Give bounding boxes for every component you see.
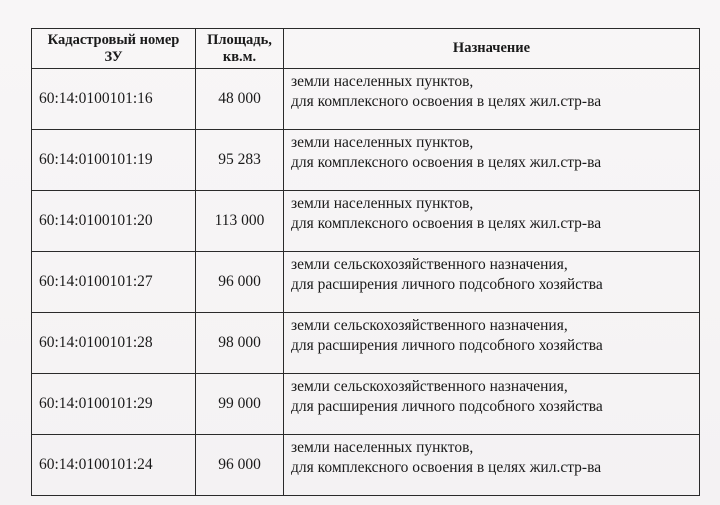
cadastral-number-cell: 60:14:0100101:29 bbox=[32, 374, 196, 435]
area-cell: 48 000 bbox=[196, 69, 284, 130]
purpose-cell bbox=[284, 191, 700, 252]
purpose-cell bbox=[284, 313, 700, 374]
purpose-use: для комплексного освоения в целях жил.стр-ва bbox=[291, 215, 602, 232]
table-row bbox=[32, 69, 700, 130]
area-cell: 95 283 bbox=[196, 130, 284, 191]
table-row bbox=[32, 252, 700, 313]
purpose-cell bbox=[284, 69, 700, 130]
header-cadastral-number bbox=[32, 29, 196, 69]
purpose-category: земли населенных пунктов, bbox=[291, 195, 474, 212]
area-cell: 98 000 bbox=[196, 313, 284, 374]
area-cell: 96 000 bbox=[196, 252, 284, 313]
header-area bbox=[196, 29, 284, 69]
cadastral-number-cell: 60:14:0100101:16 bbox=[32, 69, 196, 130]
purpose-category: земли населенных пунктов, bbox=[291, 73, 474, 90]
cadastral-number-cell: 60:14:0100101:20 bbox=[32, 191, 196, 252]
header-cadastral-line2: ЗУ bbox=[104, 48, 123, 65]
header-purpose: Назначение bbox=[284, 29, 700, 69]
purpose-category: земли населенных пунктов, bbox=[291, 134, 474, 151]
purpose-category: земли населенных пунктов, bbox=[291, 439, 474, 456]
purpose-use: для комплексного освоения в целях жил.стр-ва bbox=[291, 93, 602, 110]
area-cell: 96 000 bbox=[196, 435, 284, 496]
header-cadastral-line1: Кадастровый номер bbox=[47, 31, 180, 48]
table-row bbox=[32, 130, 700, 191]
area-cell: 99 000 bbox=[196, 374, 284, 435]
purpose-use: для комплексного освоения в целях жил.стр-ва bbox=[291, 459, 602, 476]
table-header-row bbox=[32, 29, 700, 69]
purpose-cell bbox=[284, 374, 700, 435]
table-row bbox=[32, 435, 700, 496]
table-row bbox=[32, 313, 700, 374]
cadastral-number-cell: 60:14:0100101:27 bbox=[32, 252, 196, 313]
cadastral-number-cell: 60:14:0100101:24 bbox=[32, 435, 196, 496]
purpose-category: земли сельскохозяйственного назначения, bbox=[291, 317, 568, 334]
purpose-category: земли сельскохозяйственного назначения, bbox=[291, 378, 568, 395]
land-plots-table bbox=[31, 28, 700, 496]
purpose-cell bbox=[284, 435, 700, 496]
header-area-line2: кв.м. bbox=[222, 48, 257, 65]
area-cell: 113 000 bbox=[196, 191, 284, 252]
purpose-cell bbox=[284, 130, 700, 191]
purpose-use: для расширения личного подсобного хозяйства bbox=[291, 398, 603, 415]
header-area-line1: Площадь, bbox=[207, 31, 272, 48]
table-row bbox=[32, 374, 700, 435]
purpose-use: для комплексного освоения в целях жил.стр-ва bbox=[291, 154, 602, 171]
purpose-use: для расширения личного подсобного хозяйства bbox=[291, 337, 603, 354]
purpose-use: для расширения личного подсобного хозяйства bbox=[291, 276, 603, 293]
cadastral-number-cell: 60:14:0100101:19 bbox=[32, 130, 196, 191]
table-row bbox=[32, 191, 700, 252]
cadastral-number-cell: 60:14:0100101:28 bbox=[32, 313, 196, 374]
purpose-cell bbox=[284, 252, 700, 313]
purpose-category: земли сельскохозяйственного назначения, bbox=[291, 256, 568, 273]
